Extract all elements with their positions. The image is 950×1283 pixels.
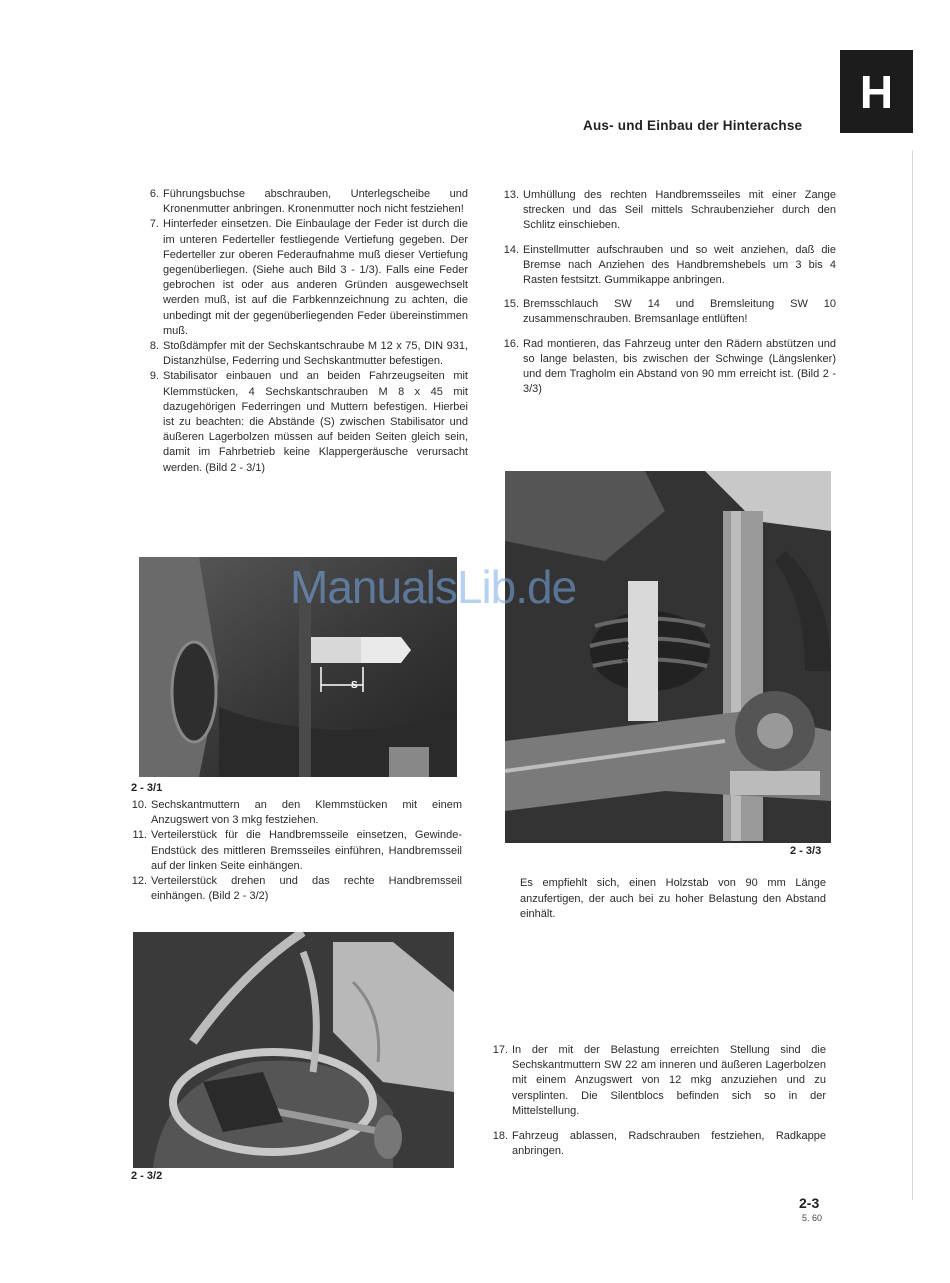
step-text: Einstellmutter aufschrauben und so weit anziehen, daß die Bremse nach Anziehen des Handbremshebels um 3 bis 4 Rasten festsitzt. Gummikappe anbringen. [523, 243, 836, 287]
page-subnumber: 5. 60 [802, 1213, 823, 1223]
step-number: 11. [132, 829, 147, 842]
page-edge-line [912, 150, 913, 1200]
step-number: 9. [149, 370, 159, 383]
step-number: 16. [503, 337, 519, 350]
step-text: Fahrzeug ablassen, Radschrauben festziehen, Radkappe anbringen. [512, 1130, 826, 1158]
steps-10-12 [131, 798, 462, 904]
step-item [143, 339, 468, 369]
stick-length-label: 80mm [620, 641, 630, 668]
step-item [503, 243, 836, 289]
step-item [503, 337, 836, 398]
steps-6-9 [143, 187, 468, 476]
step-text: Führungsbuchse abschrauben, Unterlegscheibe und Kronenmutter anbringen. Kronenmutter noch nicht festziehen! [163, 188, 468, 216]
steps-17-18 [492, 1043, 826, 1169]
step-number: 7. [149, 218, 159, 231]
step-item [143, 217, 468, 339]
step-number: 15. [503, 298, 519, 311]
step-text: Stabilisator einbauen und an beiden Fahrzeugseiten mit Klemmstücken, 4 Sechskantschrauben M 8 x 45 mit dazugehörigen Federringen und Muttern befestigen. Hierbei ist zu beachten: die Abstände (S) zwischen Stabilisator und äußeren Lagerbolzen müssen auf beiden Seiten gleich sein, damit im Fahrbetrieb keine Klappergeräusche verursacht werden. (Bild 2 - 3/1) [163, 370, 468, 474]
step-text: Umhüllung des rechten Handbremsseiles mit einer Zange strecken und das Seil mittels Schraubenzieher durch den Schlitz einschieben. [523, 189, 836, 232]
figure-note: Es empfiehlt sich, einen Holzstab von 90 mm Länge anzufertigen, der auch bei zu hoher Belastung den Abstand einhält. [520, 877, 826, 920]
photo-brake-cable-distributor [133, 932, 454, 1168]
step-item [131, 828, 462, 874]
step-item [503, 188, 836, 234]
step-number: 14. [503, 243, 519, 256]
figure-caption: 2 - 3/2 [131, 1170, 163, 1182]
step-item [131, 798, 462, 828]
dimension-label-s: S [351, 680, 358, 691]
step-number: 12. [131, 875, 147, 888]
watermark: ManualsLib.de [290, 561, 577, 613]
step-item [143, 369, 468, 475]
step-text: Stoßdämpfer mit der Sechskantschraube M 12 x 75, DIN 931, Distanzhülse, Federring und Sechskantmutter befestigen. [163, 340, 468, 368]
step-item [492, 1129, 826, 1159]
page-number: 2-3 [799, 1195, 820, 1211]
step-number: 6. [149, 188, 159, 200]
step-number: 10. [131, 799, 147, 811]
step-item [131, 874, 462, 904]
step-text: Rad montieren, das Fahrzeug unter den Rädern abstützen und so lange belasten, bis zwischen der Schwinge (Längslenker) und dem Tragholm ein Abstand von 90 mm erreicht ist. (Bild 2 - 3/3) [523, 337, 836, 396]
section-tab [840, 50, 913, 133]
step-text: Verteilerstück für die Handbremsseile einsetzen, Gewinde-Endstück des mittleren Bremsseiles einführen, Handbremsseil auf der linken Seite einhängen. [151, 829, 462, 872]
step-item [492, 1043, 826, 1119]
step-item [503, 297, 836, 327]
photo-wooden-stick-spacer [505, 471, 831, 843]
step-text: In der mit der Belastung erreichten Stellung sind die Sechskantmuttern SW 22 am inneren und äußeren Lagerbolzen mit einem Anzugswert von 12 mkg anzuziehen und zu versplinten. Die Silentblocs befinden sich so in der Mittelstellung. [512, 1044, 826, 1117]
steps-13-16 [503, 188, 836, 406]
section-letter: H [859, 65, 894, 118]
step-number: 17. [492, 1044, 508, 1056]
page-title: Aus- und Einbau der Hinterachse [583, 118, 803, 133]
step-text: Verteilerstück drehen und das rechte Handbremsseil einhängen. (Bild 2 - 3/2) [151, 875, 462, 903]
step-item [143, 187, 468, 217]
step-number: 18. [492, 1130, 508, 1143]
step-text: Sechskantmuttern an den Klemmstücken mit einem Anzugswert von 3 mkg festziehen. [151, 799, 462, 827]
figure-caption: 2 - 3/3 [790, 845, 822, 857]
step-number: 13. [503, 189, 519, 201]
step-text: Hinterfeder einsetzen. Die Einbaulage der Feder ist durch die im unteren Federteller festliegende Vertiefung gegeben. Der Federteller zur oberen Federaufnahme muß dieser Vertiefung gegenüberliegen. (Siehe auch Bild 3 - 1/3). Falls eine Feder gebrochen ist oder aus anderen Gründen ausgewechselt werden muß, ist auf die Farbkennzeichnung zu achten, die unbedingt mit der gegenüberliegenden Feder übereinstimmen muß. [163, 218, 468, 337]
figure-caption: 2 - 3/1 [131, 782, 163, 794]
step-text: Bremsschlauch SW 14 und Bremsleitung SW 10 zusammenschrauben. Bremsanlage entlüften! [523, 298, 836, 326]
step-number: 8. [149, 340, 159, 353]
